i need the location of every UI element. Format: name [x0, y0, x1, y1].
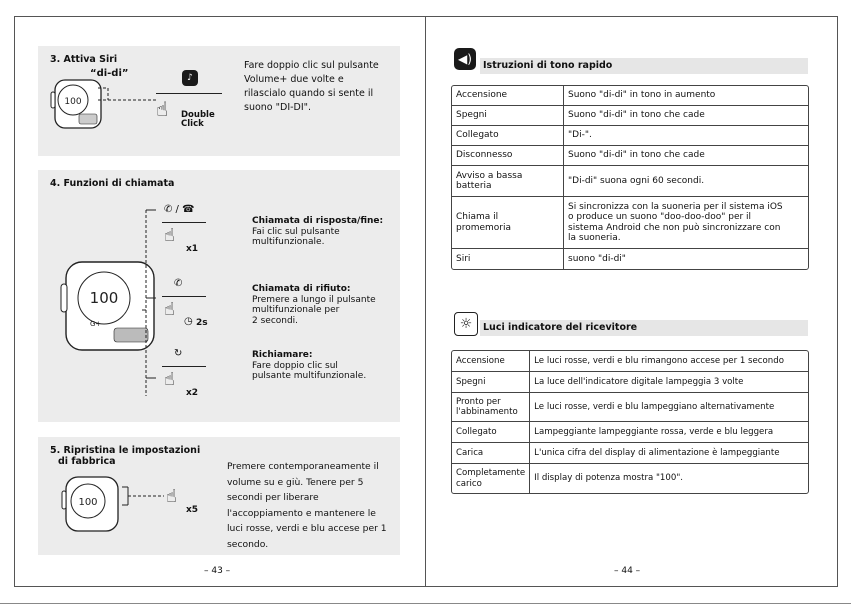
- row-key: Collegato: [452, 422, 530, 443]
- table-row: [452, 106, 808, 126]
- table-row: [452, 126, 808, 146]
- didi-label: “di-di”: [90, 68, 129, 79]
- section-activate-siri: [38, 46, 400, 156]
- section-title: 5. Ripristina le impostazioni di fabbrica: [50, 445, 201, 467]
- row-key: Avviso a bassa batteria: [452, 166, 564, 197]
- device-illustration: [46, 76, 106, 134]
- svg-text:G+: G+: [90, 320, 102, 328]
- leader-lines: [142, 200, 182, 410]
- sun-icon: ☼: [454, 312, 478, 336]
- row-value: Il display di potenza mostra "100".: [534, 473, 684, 484]
- section-factory-reset: [38, 437, 400, 555]
- page-divider: [425, 16, 426, 586]
- row-value: "Di-di" suona ogni 60 secondi.: [564, 166, 808, 197]
- row-key: Collegato: [452, 126, 564, 146]
- table-row: [452, 197, 808, 249]
- divider: [162, 366, 206, 367]
- table-row: [452, 166, 808, 197]
- redial-icon: ↻: [174, 348, 183, 359]
- speaker-icon: ◀): [454, 48, 476, 70]
- row-value: Lampeggiante lampeggiante rossa, verde e blu leggera: [530, 422, 808, 443]
- row-key: Carica: [452, 443, 530, 464]
- section-title: 3. Attiva Siri: [50, 54, 118, 65]
- table-row: [452, 86, 808, 106]
- instruction-text: Premere contemporaneamente il volume su e giù. Tenere per 5 secondi per liberare l'accoppiamento e mantenere le luci rosse, verdi e blu accese per 1 secondo.: [227, 461, 387, 550]
- table-row: [452, 443, 808, 464]
- row-value: Suono "di-di" in tono che cade: [564, 146, 808, 166]
- row-key: Accensione: [452, 86, 564, 106]
- finger-tap-icon: ☝: [164, 369, 175, 390]
- divider: [156, 93, 222, 94]
- tap-count: x2: [186, 388, 199, 398]
- finger-tap-icon: ☝: [156, 97, 169, 121]
- table-row: [452, 146, 808, 166]
- finger-tap-icon: ☝: [164, 225, 175, 246]
- lights-table: [451, 350, 809, 494]
- row-value: suono "di-di": [568, 253, 626, 264]
- divider: [162, 222, 206, 223]
- finger-tap-icon: ☝: [166, 486, 177, 507]
- table-row: [452, 422, 808, 443]
- call-function-item: Chiamata di rifiuto: Premere a lungo il pulsante multifunzionale per 2 secondi.: [252, 284, 376, 326]
- row-value: Suono "di-di" in tono in aumento: [564, 86, 808, 106]
- row-value: Le luci rosse, verdi e blu rimangono accese per 1 secondo: [530, 351, 808, 372]
- row-key: Siri: [452, 249, 564, 269]
- row-key: Disconnesso: [452, 146, 564, 166]
- tap-count: x5: [186, 505, 199, 515]
- table-row: [452, 351, 808, 372]
- page-number: – 43 –: [204, 566, 231, 576]
- instruction-text: Fare doppio clic sul pulsante Volume+ due volte e rilascialo quando si sente il suono "DI-DI".: [244, 60, 379, 113]
- double-click-label: Double Click: [181, 110, 215, 129]
- reject-call-icon: ✆: [174, 278, 183, 289]
- table-row: [452, 393, 808, 422]
- row-key: Chiama il promemoria: [452, 197, 564, 249]
- page-number: – 44 –: [614, 566, 641, 576]
- section-call-functions: [38, 170, 400, 422]
- svg-text:100: 100: [89, 289, 119, 307]
- section-title: 4. Funzioni di chiamata: [50, 178, 175, 189]
- row-value: La luce dell'indicatore digitale lampeggia 3 volte: [530, 372, 808, 393]
- table-row: [452, 249, 808, 269]
- row-key: Completamente carico: [452, 464, 530, 493]
- tap-count: x1: [186, 244, 199, 254]
- svg-text:100: 100: [78, 497, 98, 508]
- leader-lines: [98, 84, 158, 124]
- row-value: Le luci rosse, verdi e blu lampeggiano alternativamente: [530, 393, 808, 422]
- siri-icon: ♪: [182, 70, 198, 86]
- row-key: Spegni: [452, 372, 530, 393]
- row-key: Spegni: [452, 106, 564, 126]
- leader-lines: [122, 483, 166, 513]
- hold-duration: 2s: [196, 318, 208, 328]
- row-key: Pronto per l'abbinamento: [452, 393, 530, 422]
- row-value: "Di-".: [564, 126, 808, 146]
- tones-title: Istruzioni di tono rapido: [483, 60, 613, 71]
- clock-icon: ◷: [184, 316, 193, 327]
- call-function-item: Richiamare: Fare doppio clic sul pulsante multifunzionale.: [252, 350, 367, 381]
- lights-title: Luci indicatore del ricevitore: [483, 322, 638, 333]
- device-illustration: [58, 473, 124, 537]
- tones-table: [451, 85, 809, 270]
- call-function-item: Chiamata di risposta/fine: Fai clic sul pulsante multifunzionale.: [252, 216, 384, 247]
- row-value: Si sincronizza con la suoneria per il sistema iOS o produce un suono "doo-doo-doo" per il sistema Android che non può sincronizzare con la suoneria.: [564, 197, 808, 249]
- bottom-rule: [0, 603, 851, 604]
- answer-end-icon: ✆ / ☎: [164, 204, 195, 215]
- row-key: Accensione: [452, 351, 530, 372]
- svg-text:100: 100: [64, 97, 82, 107]
- row-value: Suono "di-di" in tono che cade: [564, 106, 808, 126]
- finger-tap-icon: ☝: [164, 299, 175, 320]
- row-value: L'unica cifra del display di alimentazione è lampeggiante: [530, 443, 808, 464]
- table-row: [452, 372, 808, 393]
- table-row: [452, 464, 808, 493]
- divider: [162, 296, 206, 297]
